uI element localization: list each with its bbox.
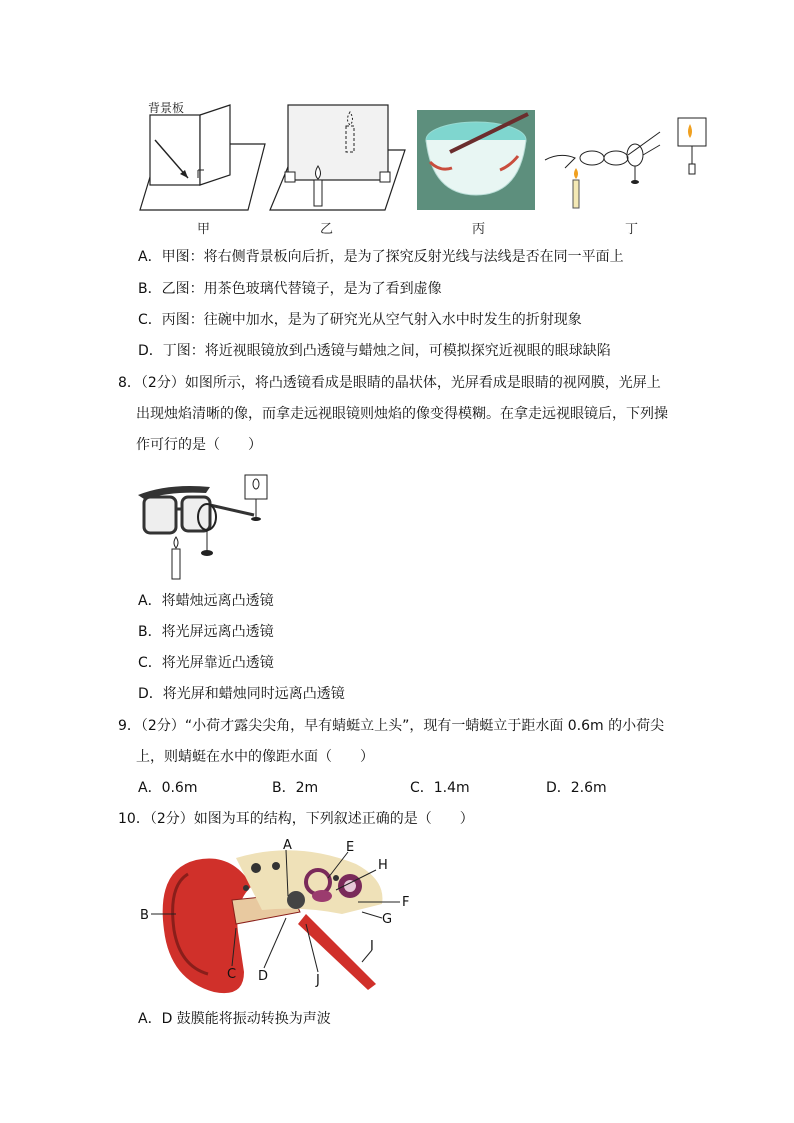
ear-label-g: G [382, 912, 393, 927]
q8-option-d: D．将光屏和蜡烛同时远离凸透镜 [138, 686, 345, 702]
ear-label-f: F [402, 895, 410, 910]
q10-option-a: A．D 鼓膜能将振动转换为声波 [138, 1011, 331, 1027]
q9-option-b: B．2m [272, 780, 319, 796]
figure-q10-ear [136, 838, 426, 998]
q10-stem: 10．（2分）如图为耳的结构，下列叙述正确的是（ ） [118, 811, 474, 827]
q8-stem-line-2: 出现烛焰清晰的像，而拿走远视眼镜则烛焰的像变得模糊。在拿走远视眼镜后，下列操 [136, 406, 668, 422]
ear-label-h: H [378, 858, 388, 873]
q9-option-a: A．0.6m [138, 780, 198, 796]
figure-label-jia: 甲 [197, 222, 211, 237]
q9-option-c: C．1.4m [410, 780, 470, 796]
ear-label-c: C [227, 967, 237, 982]
background-board-label: 背景板 [148, 101, 185, 115]
figure-label-bing: 丙 [472, 222, 486, 237]
q8-option-a: A．将蜡烛远离凸透镜 [138, 593, 274, 609]
ear-label-j: J [316, 973, 320, 988]
ear-label-b: B [140, 908, 149, 923]
ear-label-d: D [258, 969, 269, 984]
ear-label-a: A [283, 838, 292, 853]
panel-ding [545, 118, 706, 208]
q9-stem-line-2: 上，则蜻蜓在水中的像距水面（ ） [136, 749, 374, 765]
panel-jia [140, 100, 265, 210]
q9-stem-line-1: 9．（2分）“小荷才露尖尖角，早有蜻蜓立上头”，现有一蜻蜓立于距水面 0.6m 的小荷尖 [118, 718, 665, 734]
q8-option-b: B．将光屏远离凸透镜 [138, 624, 274, 640]
q8-stem-line-1: 8．（2分）如图所示，将凸透镜看成是眼睛的晶状体，光屏看成是眼睛的视网膜，光屏上 [118, 375, 661, 391]
q7-option-d: D．丁图：将近视眼镜放到凸透镜与蜡烛之间，可模拟探究近视眼的眼球缺陷 [138, 343, 611, 359]
q8-stem-line-3: 作可行的是（ ） [136, 437, 262, 453]
q7-option-c: C．丙图：往碗中加水，是为了研究光从空气射入水中时发生的折射现象 [138, 312, 582, 328]
panel-yi [270, 105, 405, 210]
q7-option-a: A．甲图：将右侧背景板向后折，是为了探究反射光线与法线是否在同一平面上 [138, 249, 624, 265]
q7-option-b: B．乙图：用茶色玻璃代替镜子，是为了看到虚像 [138, 281, 442, 297]
panel-bing [417, 110, 535, 210]
figure-q7 [130, 100, 720, 240]
glasses-lens-candle-illustration [136, 465, 276, 585]
q9-option-d: D．2.6m [546, 780, 607, 796]
ear-label-e: E [346, 840, 355, 855]
ear-structure-illustration [136, 838, 426, 998]
figure-label-yi: 乙 [320, 222, 334, 237]
q8-option-c: C．将光屏靠近凸透镜 [138, 655, 274, 671]
ear-label-i: I [370, 939, 374, 954]
figure-label-ding: 丁 [625, 222, 639, 237]
figure-q8-glasses [136, 465, 276, 585]
